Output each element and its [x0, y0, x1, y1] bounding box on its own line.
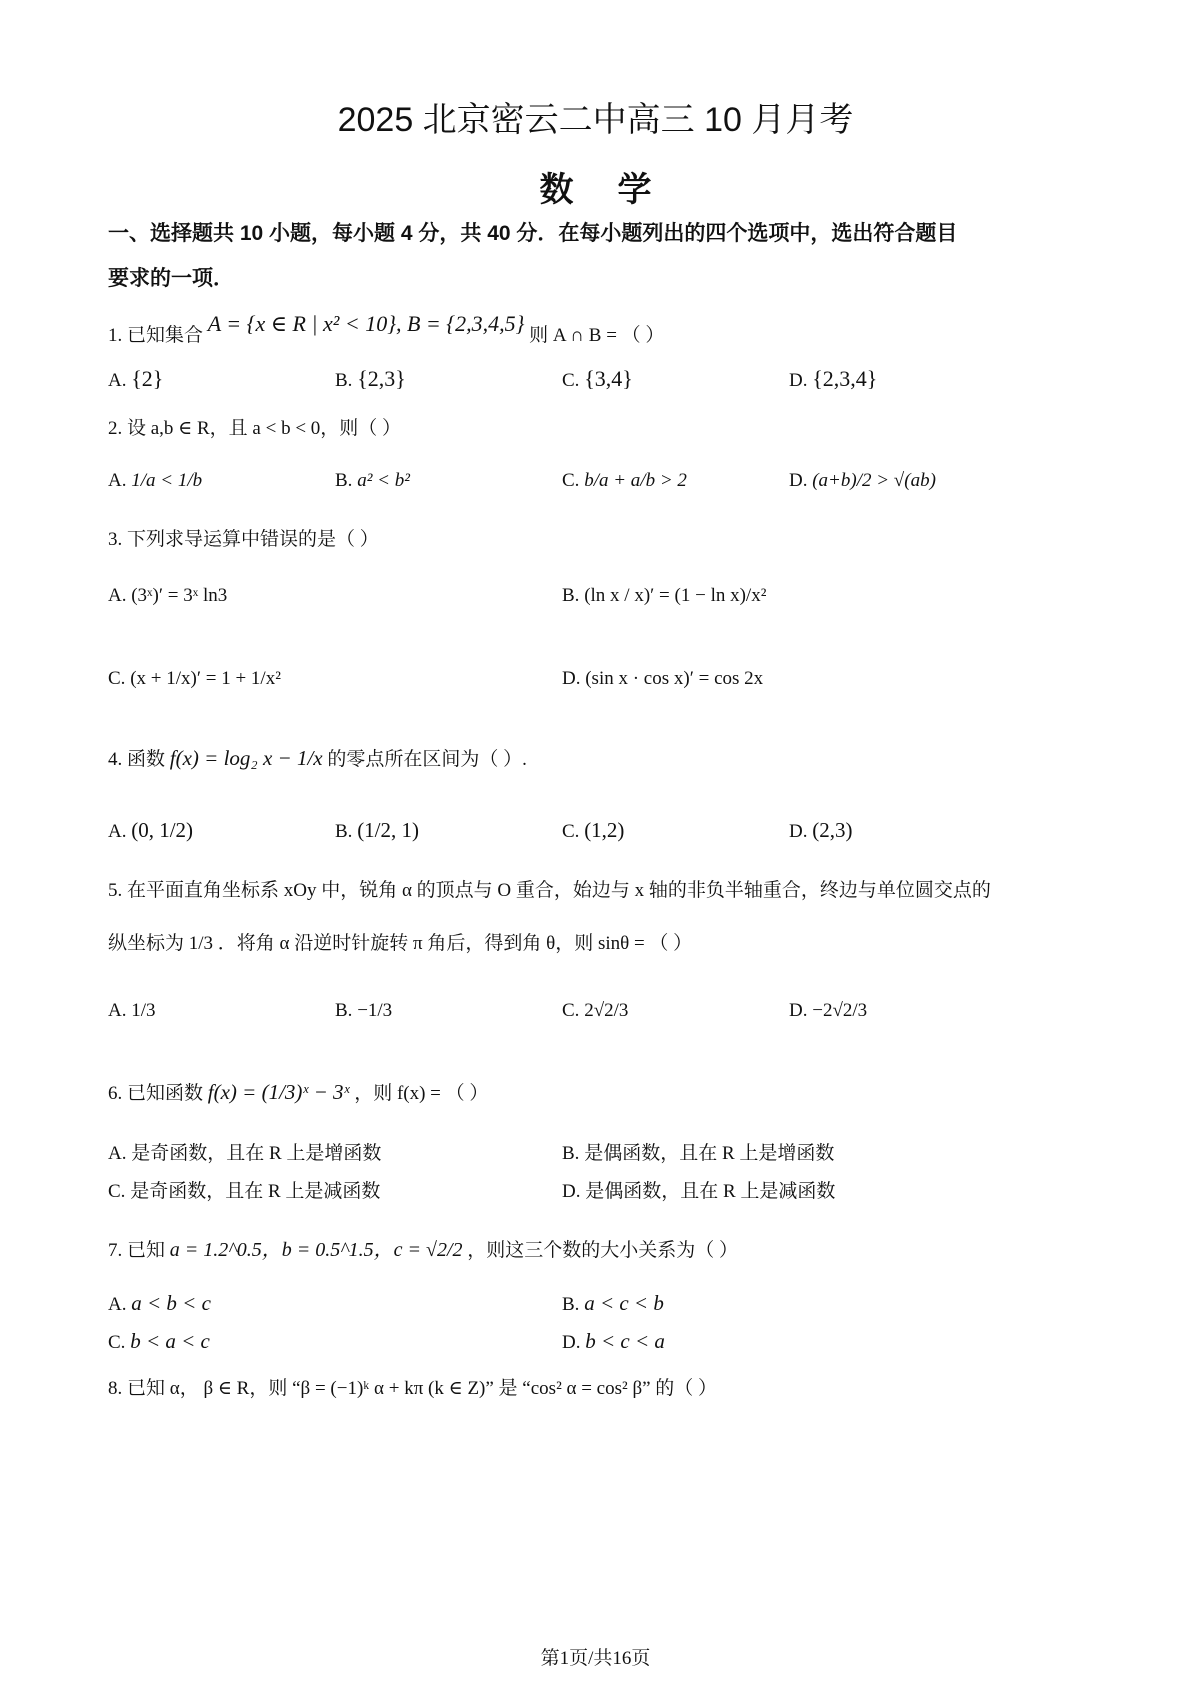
option-label: A.	[108, 821, 127, 842]
question-fraction: 1/3	[188, 933, 214, 954]
option-label: D.	[789, 370, 808, 391]
exam-title: 2025 北京密云二中高三 10 月月考	[337, 101, 854, 139]
question-number: 1.	[108, 325, 123, 346]
q6-option-a[interactable]	[108, 1138, 381, 1165]
option-label: A.	[108, 370, 127, 391]
option-label: B.	[562, 585, 580, 606]
q4-option-d[interactable]	[789, 818, 852, 843]
question-stem-suffix: 则 A ∩ B = （ ）	[529, 325, 665, 346]
question-5-line2	[108, 928, 692, 955]
q4-option-c[interactable]	[562, 818, 624, 843]
question-number: 2.	[108, 418, 123, 439]
option-label: C.	[562, 370, 580, 391]
q3-option-d[interactable]	[562, 668, 763, 690]
option-text: {2,3}	[357, 366, 406, 391]
question-stem-suffix: ．将角 α 沿逆时针旋转 π 角后，得到角 θ，则 sinθ = （ ）	[217, 933, 693, 954]
option-label: C.	[108, 668, 126, 689]
option-text: 2√2/3	[584, 1000, 629, 1021]
option-label: B.	[335, 1000, 353, 1021]
option-label: D.	[789, 1000, 808, 1021]
option-label: B.	[335, 370, 353, 391]
q5-option-c[interactable]	[562, 1000, 628, 1022]
option-label: C.	[562, 470, 580, 491]
question-2	[108, 413, 401, 440]
q1-option-c[interactable]	[562, 366, 633, 392]
option-text: (0, 1/2)	[131, 818, 194, 842]
question-stem: 在平面直角坐标系 xOy 中，锐角 α 的顶点与 O 重合，始边与 x 轴的非负半轴重合，终边与单位圆交点的	[127, 880, 991, 901]
question-stem-prefix: 已知	[127, 1240, 166, 1261]
option-label: B.	[562, 1294, 580, 1315]
option-text: (ln x / x)′ = (1 − ln x)/x²	[584, 585, 767, 606]
q7-option-c[interactable]	[108, 1329, 210, 1354]
option-text: (1,2)	[584, 818, 625, 842]
question-stem-prefix: 函数	[127, 749, 166, 770]
q2-option-a[interactable]	[108, 470, 202, 492]
q3-option-b[interactable]	[562, 585, 766, 607]
question-stem-prefix: 已知集合	[127, 325, 204, 346]
option-text: (sin x · cos x)′ = cos 2x	[585, 668, 764, 689]
option-label: A.	[108, 1000, 127, 1021]
question-5-line1	[108, 875, 991, 902]
question-number: 7.	[108, 1240, 123, 1261]
q1-option-b[interactable]	[335, 366, 406, 392]
option-label: D.	[562, 1332, 581, 1353]
q4-option-a[interactable]	[108, 818, 193, 843]
option-label: D.	[562, 1181, 581, 1202]
question-4	[108, 744, 527, 771]
question-8	[108, 1373, 717, 1400]
question-number: 6.	[108, 1083, 123, 1104]
subject-title: 数学	[539, 171, 696, 209]
q5-option-b[interactable]	[335, 1000, 392, 1022]
question-1	[108, 311, 665, 347]
option-text: (a+b)/2 > √(ab)	[812, 470, 936, 491]
question-math: f(x) = log₂ x − 1/x	[169, 746, 323, 770]
option-label: D.	[562, 668, 581, 689]
q7-option-d[interactable]	[562, 1329, 665, 1354]
option-label: C.	[562, 1000, 580, 1021]
question-math: f(x) = (1/3)ˣ − 3ˣ	[207, 1080, 350, 1104]
option-text: 是偶函数，且在 R 上是增函数	[584, 1143, 835, 1164]
q6-option-d[interactable]	[562, 1176, 835, 1203]
option-label: B.	[562, 1143, 580, 1164]
q5-option-a[interactable]	[108, 1000, 156, 1022]
option-text: 是偶函数，且在 R 上是减函数	[585, 1181, 836, 1202]
q5-option-d[interactable]	[789, 1000, 867, 1022]
option-text: −2√2/3	[812, 1000, 868, 1021]
option-text: b < a < c	[130, 1329, 210, 1353]
option-text: a < b < c	[131, 1291, 211, 1315]
option-text: −1/3	[357, 1000, 393, 1021]
option-text: b/a + a/b > 2	[584, 470, 687, 491]
option-text: {2,3,4}	[812, 366, 878, 391]
option-text: a² < b²	[357, 470, 410, 491]
option-label: A.	[108, 1143, 127, 1164]
question-stem: 已知 α， β ∈ R，则 “β = (−1)ᵏ α + kπ (k ∈ Z)” 是 “cos² α = cos² β” 的（ ）	[127, 1378, 718, 1399]
option-text: {2}	[131, 366, 164, 391]
question-number: 5.	[108, 880, 123, 901]
q2-option-b[interactable]	[335, 470, 410, 492]
question-7	[108, 1233, 738, 1262]
question-stem-suffix: ，则 f(x) = （ ）	[354, 1083, 489, 1104]
option-text: b < c < a	[585, 1329, 665, 1353]
q6-option-c[interactable]	[108, 1176, 380, 1203]
question-number: 4.	[108, 749, 123, 770]
q3-option-c[interactable]	[108, 668, 281, 690]
q7-option-b[interactable]	[562, 1291, 664, 1316]
question-stem-prefix: 已知函数	[127, 1083, 204, 1104]
question-stem: 下列求导运算中错误的是（ ）	[127, 529, 379, 550]
q7-option-a[interactable]	[108, 1291, 211, 1316]
question-stem-prefix: 纵坐标为	[108, 933, 185, 954]
option-text: a < c < b	[584, 1291, 664, 1315]
option-text: {3,4}	[584, 366, 633, 391]
section-heading-line1: 一、选择题共 10 小题，每小题 4 分，共 40 分．在每小题列出的四个选项中，选出符合题目	[108, 222, 958, 245]
option-text: 是奇函数，且在 R 上是减函数	[130, 1181, 381, 1202]
option-label: D.	[789, 470, 808, 491]
option-label: B.	[335, 821, 353, 842]
q2-option-c[interactable]	[562, 470, 687, 492]
option-text: (3ˣ)′ = 3ˣ ln3	[131, 585, 228, 606]
q1-option-d[interactable]	[789, 366, 877, 392]
option-label: D.	[789, 821, 808, 842]
question-6	[108, 1078, 488, 1105]
option-label: A.	[108, 470, 127, 491]
q2-option-d[interactable]	[789, 470, 936, 492]
option-text: 是奇函数，且在 R 上是增函数	[131, 1143, 382, 1164]
page-indicator: 第1页/共16页	[540, 1648, 651, 1669]
question-number: 3.	[108, 529, 123, 550]
q1-option-a[interactable]	[108, 366, 163, 392]
q6-option-b[interactable]	[562, 1138, 834, 1165]
option-text: (1/2, 1)	[357, 818, 420, 842]
question-math: a = 1.2^0.5，b = 0.5^1.5，c = √2/2	[169, 1239, 463, 1261]
question-stem-suffix: ，则这三个数的大小关系为（ ）	[467, 1240, 739, 1261]
question-3	[108, 524, 379, 551]
option-label: A.	[108, 585, 127, 606]
option-text: 1/a < 1/b	[131, 470, 203, 491]
option-label: C.	[108, 1332, 126, 1353]
option-label: B.	[335, 470, 353, 491]
option-label: C.	[562, 821, 580, 842]
q3-option-a[interactable]	[108, 585, 227, 607]
option-label: C.	[108, 1181, 126, 1202]
question-stem: 设 a,b ∈ R，且 a < b < 0，则（ ）	[127, 418, 402, 439]
option-text: (x + 1/x)′ = 1 + 1/x²	[130, 668, 281, 689]
section-heading-line2: 要求的一项．	[108, 267, 234, 290]
option-label: A.	[108, 1294, 127, 1315]
option-text: (2,3)	[812, 818, 853, 842]
option-text: 1/3	[131, 1000, 156, 1021]
question-math: A = {x ∈ R | x² < 10}, B = {2,3,4,5}	[207, 311, 525, 336]
q4-option-b[interactable]	[335, 818, 419, 843]
question-number: 8.	[108, 1378, 123, 1399]
question-stem-suffix: 的零点所在区间为（ ）.	[327, 749, 527, 770]
